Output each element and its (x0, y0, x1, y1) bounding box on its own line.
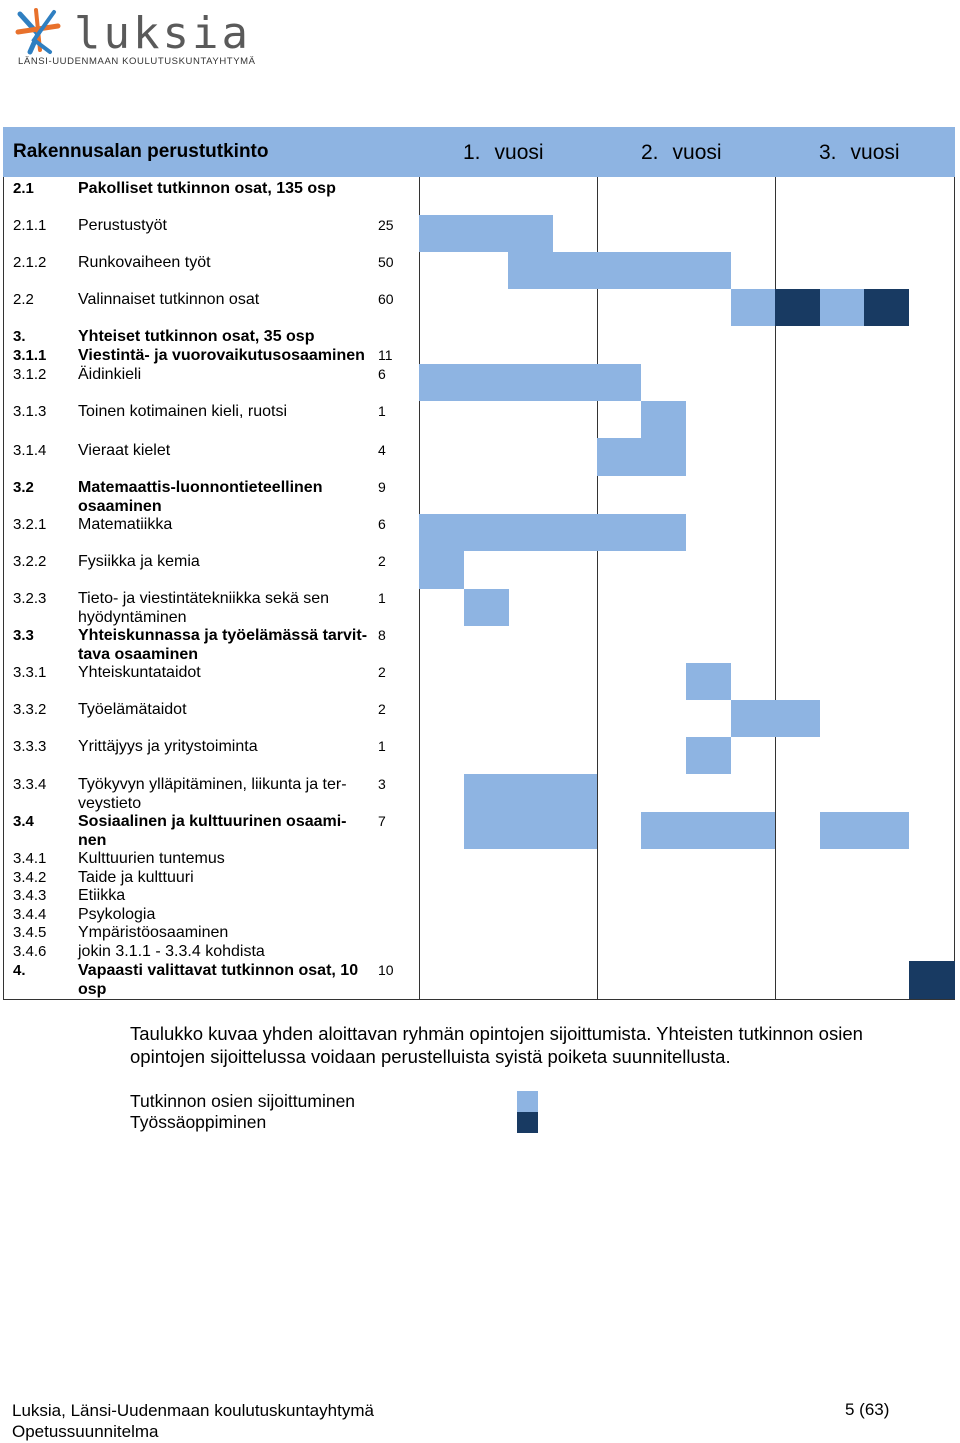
footer-doc: Opetussuunnitelma (12, 1422, 159, 1441)
schedule-block-valinnaiset (731, 289, 775, 326)
schedule-block-vapaasti-valittavat (909, 961, 955, 999)
schedule-block-tyoelamataidot (731, 700, 820, 737)
table-border-bottom (3, 999, 955, 1000)
schedule-block-sosiaalinen-osaaminen (641, 812, 775, 849)
legend-label-placement: Tutkinnon osien sijoittuminen (130, 1091, 356, 1111)
logo-wordmark: luksia (74, 8, 251, 59)
schedule-block-tyossaoppiminen (775, 289, 820, 326)
table-border-left (3, 177, 4, 1000)
schedule-block-vieraat-kielet (597, 438, 686, 476)
schedule-block-matematiikka (419, 514, 686, 551)
legend-swatch-work-learning (517, 1112, 538, 1133)
table-title: Rakennusalan perustutkinto (13, 141, 269, 162)
schedule-block-yrittajyys (686, 737, 731, 774)
schedule-block-perustustyot (419, 215, 553, 252)
table-note: Taulukko kuvaa yhden aloittavan ryhmän opintojen sijoittumista. Yhteisten tutkinnon osien opintojen sijoittelussa voidaan perustelluista syistä poiketa suunnitellusta. (130, 1023, 863, 1067)
schedule-block-valinnaiset (820, 289, 864, 326)
table-border-right (954, 177, 955, 1000)
year-2-header: 2. vuosi (641, 141, 722, 164)
year-3-header: 3. vuosi (819, 141, 900, 164)
schedule-block-aidinkieli (419, 364, 641, 401)
schedule-block-yhteiskuntataidot (686, 663, 731, 700)
logo-subtitle: LÄNSI-UUDENMAAN KOULUTUSKUNTAYHTYMÄ (18, 56, 256, 67)
year-2-divider (597, 177, 598, 1000)
legend-swatch-placement (517, 1091, 538, 1112)
schedule-block-tvt (464, 589, 509, 626)
schedule-block-runkovaiheen-tyot (508, 252, 731, 289)
schedule-block-fysiikka-ja-kemia (419, 551, 464, 589)
schedule-block-tyossaoppiminen (864, 289, 909, 326)
schedule-block-tyokyky-ja-sosiaalinen (464, 774, 597, 849)
schedule-block-sosiaalinen-osaaminen (820, 812, 909, 849)
table-header (3, 127, 955, 177)
legend-label-work-learning: Työssäoppiminen (130, 1112, 267, 1132)
page-number: 5 (63) (845, 1400, 890, 1419)
footer-org: Luksia, Länsi-Uudenmaan koulutuskuntayhtymä (12, 1401, 374, 1420)
curriculum-table: Rakennusalan perustutkinto 1. vuosi 2. vuosi 3. vuosi 2.1 Pakolliset tutkinnon osat, 135 osp 2.1.1 Perustustyöt 25 2.1.2 Runkovaiheen työt 50 2.2 Valinnaiset tutkinnon osat 60 3. Yhteiset tutkinnon osat, 35 osp 3.1.1 Viestintä- ja vuorovaikutusosaaminen 11 3.1.2 Äidinkieli 6 3.1.3 Toinen kotimainen kieli, ruotsi 1 3.1.4 Vieraat kielet 4 3.2 Matemaattis-luonnontieteellinen osaaminen 9 3.2.1 Matematiikka 6 3.2.2 Fysiikka ja kemia 2 3.2.3 Tieto- ja viestintätekniikka sekä sen hyödyntäminen 1 3.3 Yhteiskunnassa ja työelämässä tarvit-tava osaaminen 8 3.3.1 Yhteiskuntataidot 2 3.3.2 Työelämätaidot 2 3.3.3 Yrittäjyys ja yritystoiminta 1 3.3.4 Työkyvyn ylläpitäminen, liikunta ja ter-veystieto 3 3.4 Sosiaalinen ja kulttuurinen osaami-nen 7 3.4.1 Kulttuurien tuntemus 3.4.2 Taide ja kulttuuri 3.4.3 Etiikka 3.4.4 Psykologia 3.4.5 Ympäristöosaaminen 3.4.6 jokin 3.1.1 - 3.3.4 kohdista 4. Vapaasti valittavat tutkinnon osat, 10 osp 10 (3, 127, 955, 1000)
footer (12, 1400, 374, 1442)
schedule-block-ruotsi (641, 401, 686, 438)
year-1-header: 1. vuosi (463, 141, 544, 164)
luksia-star-icon (14, 6, 70, 56)
luksia-logo (14, 6, 256, 70)
